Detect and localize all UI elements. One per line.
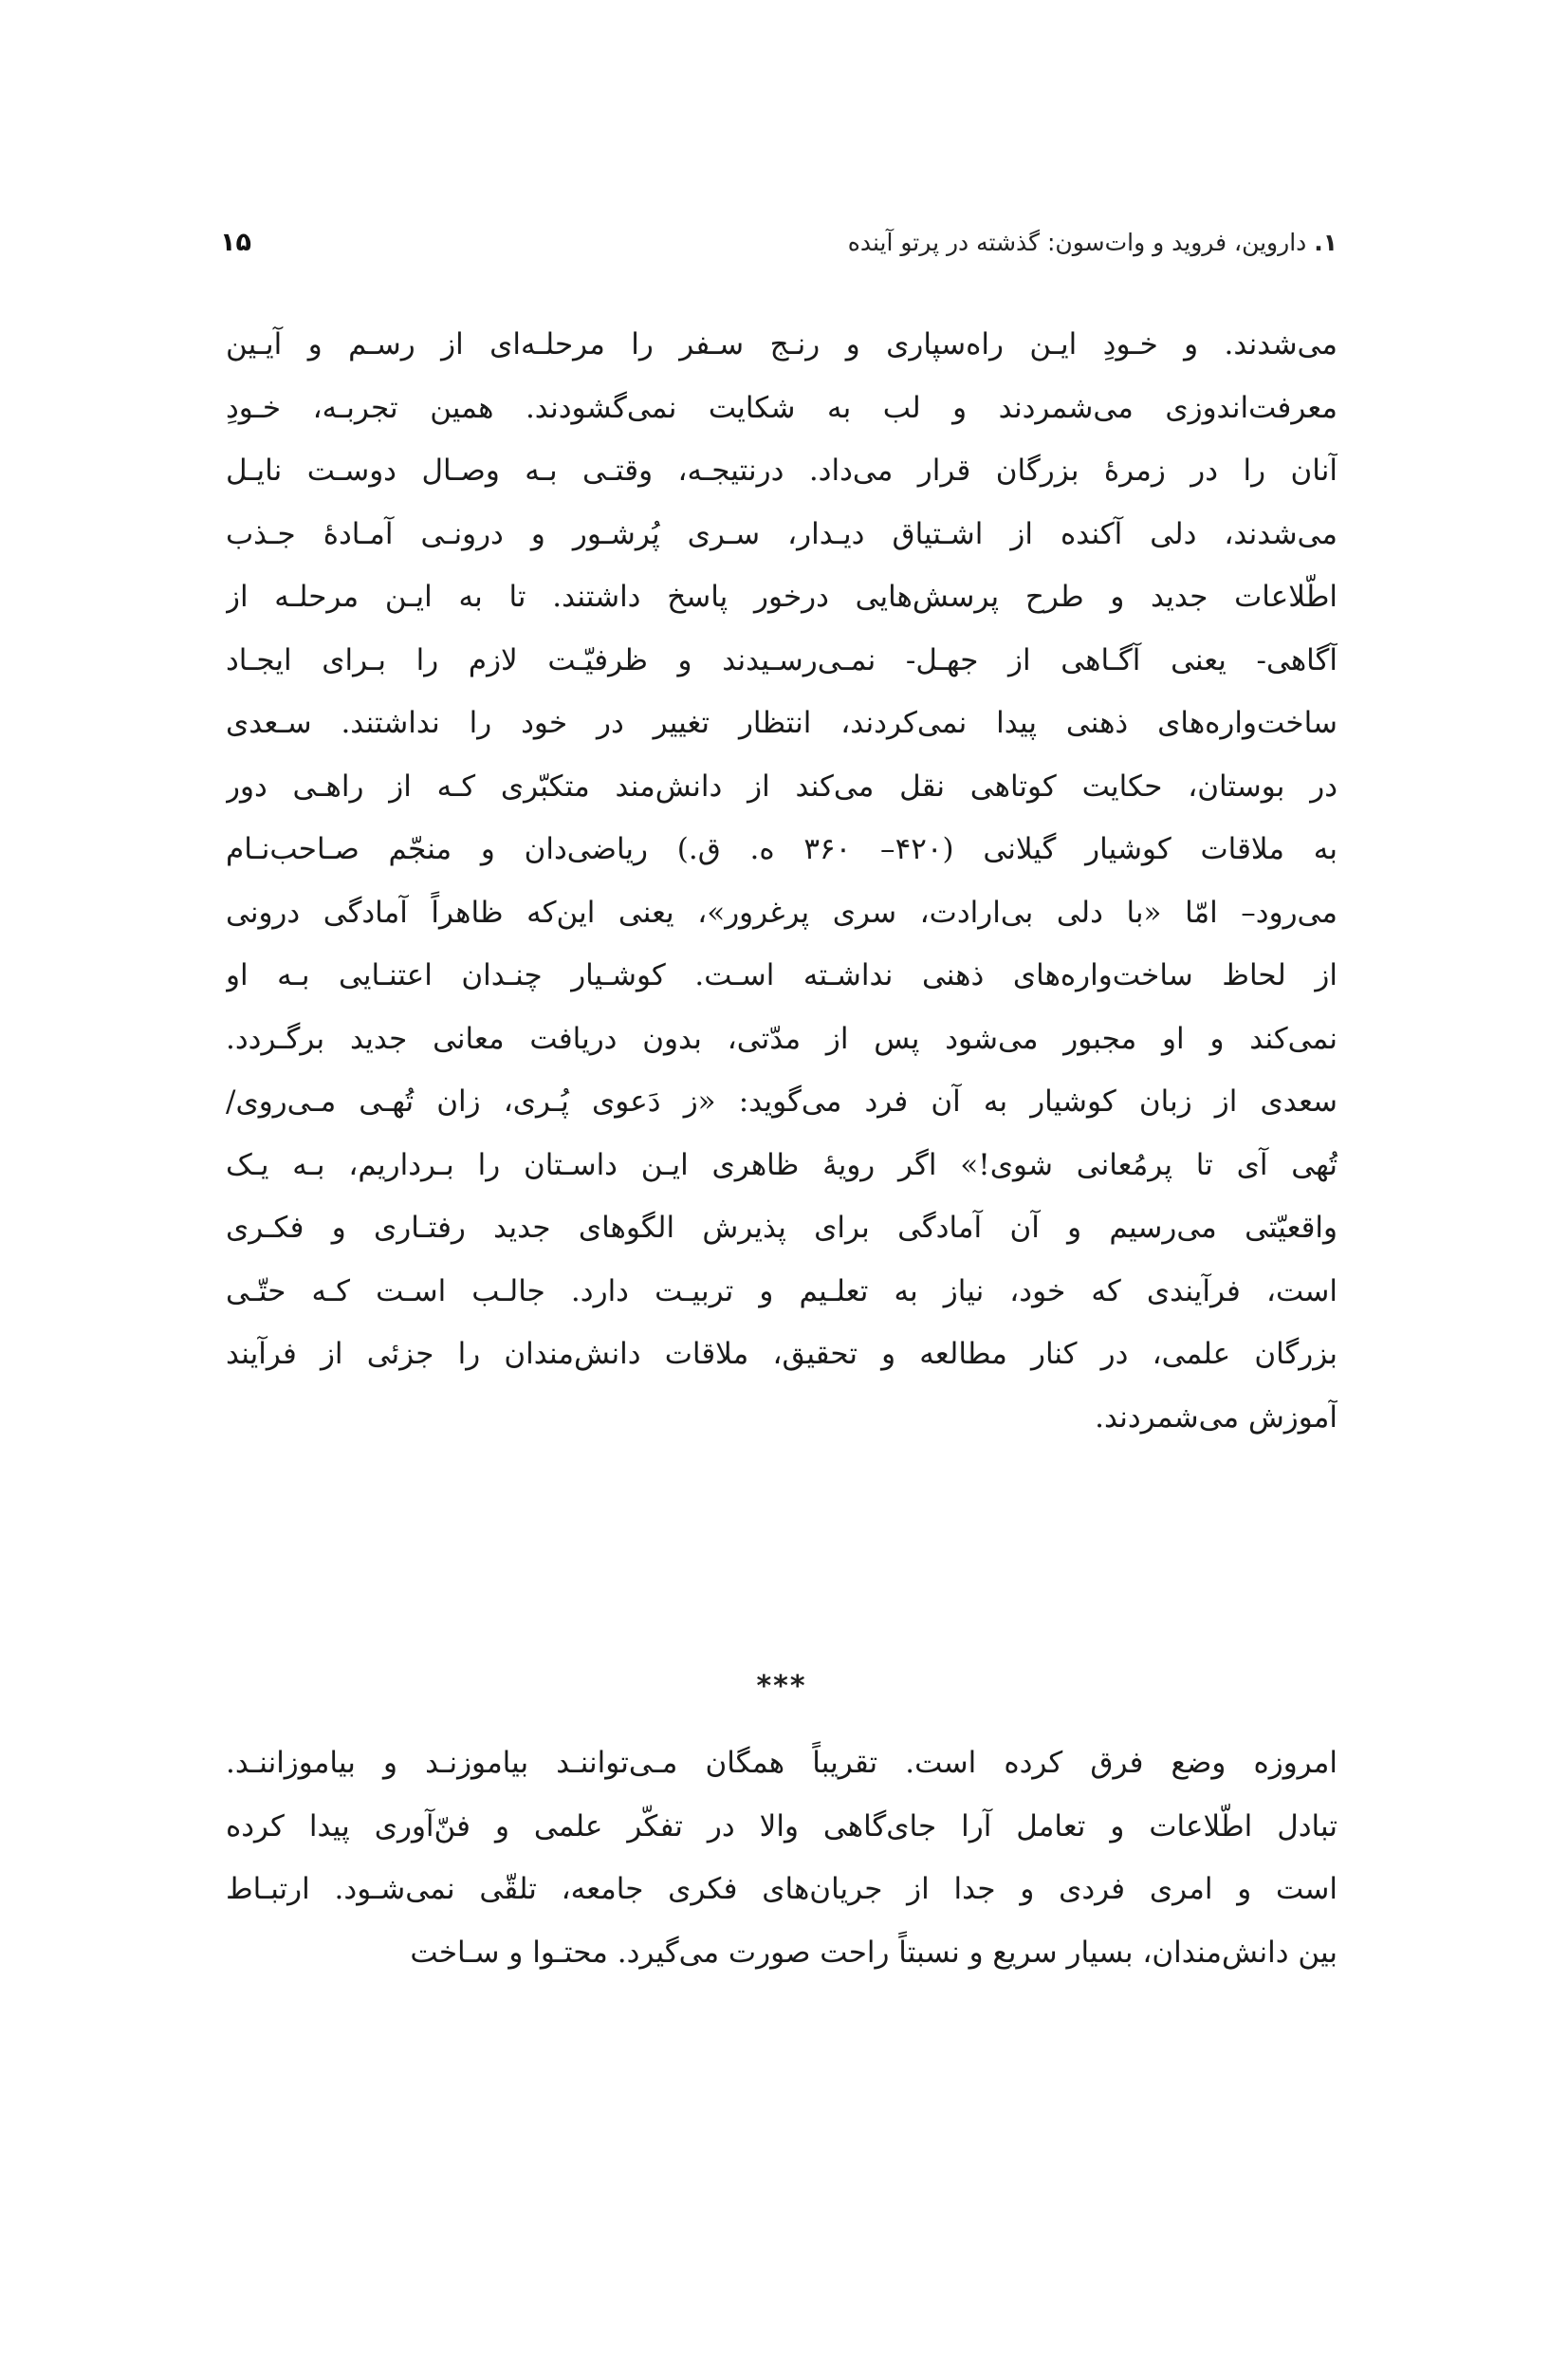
text-line: اطّلاعات جدید و طرح پرسش‌هایی درخور پاسخ داشتند. تا به ایـن مرحلـه از <box>226 580 1337 614</box>
paragraph-2 <box>226 1732 1337 1984</box>
text-line: آگاهی- یعنی آگـاهی از جهـل- نمـی‌رسـیدند و ظرفیّـت لازم را بـرای ایجـاد <box>226 642 1337 677</box>
page-number: ۱۵ <box>220 227 251 257</box>
text-line: تبادل اطّلاعات و تعامل آرا جای‌گاهی والا در تفکّر علمی و فنّ‌آوری پیدا کرده <box>226 1808 1337 1843</box>
text-line: معرفت‌اندوزی می‌شمردند و لب به شکایت نمی‌گشودند. همین تجربـه، خـودِ <box>226 390 1337 425</box>
chapter-number: ۱. <box>1314 228 1337 256</box>
text-line: در بوستان، حکایت کوتاهی نقل می‌کند از دانش‌مند متکبّری کـه از راهـی دور <box>226 769 1337 804</box>
text-line: می‌رود– امّا «با دلی بی‌ارادت، سری پرغرور»، یعنی این‌که ظاهراً آمادگی درونی <box>226 895 1337 930</box>
text-line: می‌شدند. و خـودِ ایـن راه‌سپاری و رنـج سـفر را مرحلـه‌ای از رسـم و آیـین <box>226 327 1337 361</box>
text-line: امروزه وضع فرق کرده است. تقریباً همگان مـی‌تواننـد بیاموزنـد و بیاموزاننـد. <box>226 1746 1337 1780</box>
text-line: واقعیّتی می‌رسیم و آن آمادگی برای پذیرش الگوهای جدید رفتـاری و فکـری <box>226 1211 1337 1245</box>
text-line: آموزش می‌شمردند. <box>1095 1399 1337 1435</box>
text-line: می‌شدند، دلی آکنده از اشـتیاق دیـدار، سـری پُرشـور و درونـی آمـادهٔ جـذب <box>226 516 1337 551</box>
text-line: ساخت‌واره‌های ذهنی پیدا نمی‌کردند، انتظار تغییر در خود را نداشتند. سـعدی <box>226 706 1337 740</box>
text-line: از لحاظ ساخت‌واره‌های ذهنی نداشـته اسـت. کوشـیار چنـدان اعتنـایی بـه او <box>226 958 1337 992</box>
text-line: است، فرآیندی که خود، نیاز به تعلـیم و تربیـت دارد. جالـب اسـت کـه حتّـی <box>226 1273 1337 1308</box>
text-line: بزرگان علمی، در کنار مطالعه و تحقیق، ملاقات دانش‌مندان را جزئی از فرآیند <box>226 1337 1337 1371</box>
text-line: به ملاقات کوشیار گیلانی (۴۲۰– ۳۶۰ ه. ق.) ریاضی‌دان و منجّم صـاحب‌نـام <box>226 832 1337 866</box>
text-line: سعدی از زبان کوشیار به آن فرد می‌گوید: «ز دَعوی پُـری، زان تُهـی مـی‌روی/ <box>226 1084 1337 1119</box>
chapter-heading <box>848 229 1337 256</box>
text-line: تُهی آی تا پرمُعانی شوی!» اگر رویهٔ ظاهری ایـن داسـتان را بـرداریم، بـه یـک <box>226 1147 1337 1182</box>
text-line: است و امری فردی و جدا از جریان‌های فکری جامعه، تلقّی نمی‌شـود. ارتبـاط <box>226 1872 1337 1906</box>
text-line: بین دانش‌مندان، بسیار سریع و نسبتاً راحت صورت می‌گیرد. محتـوا و سـاخت <box>410 1935 1337 1970</box>
text-line: آنان را در زمرهٔ بزرگان قرار می‌داد. درنتیجـه، وقتـی بـه وصـال دوسـت نایـل <box>226 454 1337 488</box>
paragraph-1 <box>226 313 1337 1449</box>
section-separator: *** <box>756 1670 807 1703</box>
chapter-title: داروین، فروید و وات‌سون: گذشته در پرتو آینده <box>847 228 1307 256</box>
running-header <box>226 220 1337 264</box>
text-line: نمی‌کند و او مجبور می‌شود پس از مدّتی، بدون دریافت معانی جدید برگـردد. <box>226 1021 1337 1056</box>
